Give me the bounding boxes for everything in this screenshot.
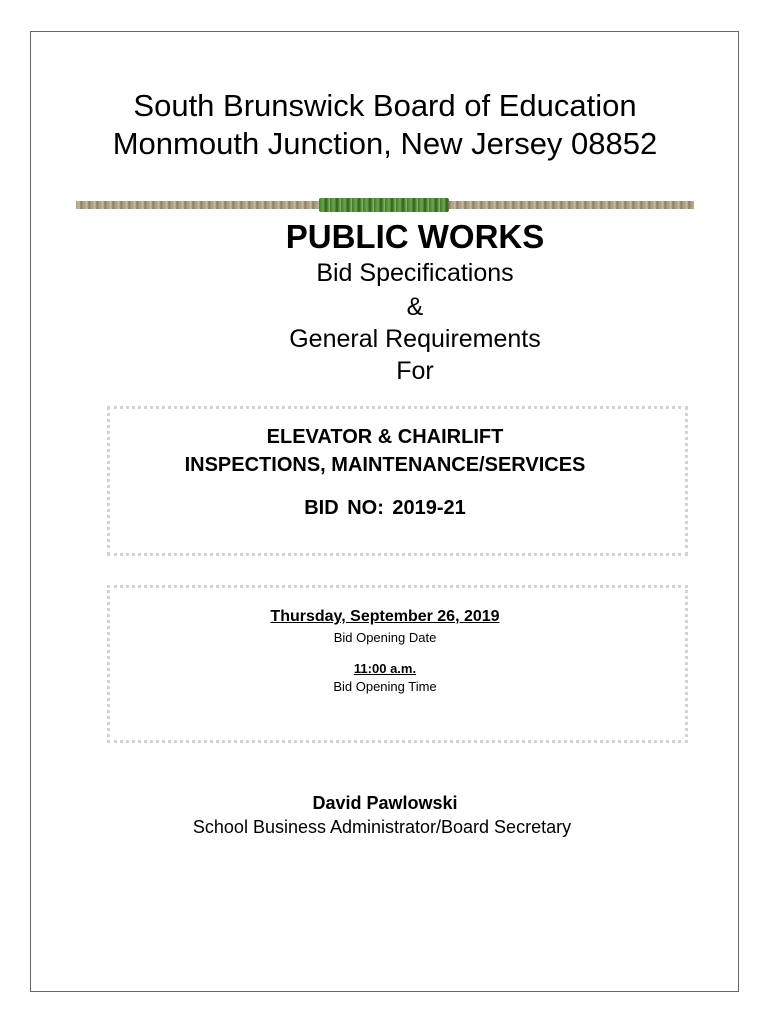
document-title: PUBLIC WORKS [285, 218, 545, 255]
signatory-title: School Business Administrator/Board Secretary [192, 817, 572, 837]
divider-leaf-accent [319, 198, 449, 212]
subtitle-line-2: & [406, 293, 424, 321]
bid-number: BID NO: 2019-21 [304, 497, 466, 519]
subtitle-line-4: For [396, 357, 434, 385]
subtitle-line-1: Bid Specifications [316, 259, 514, 287]
bid-opening-date [0, 608, 770, 626]
bid-opening-date-value: Thursday, September 26, 2019 [270, 608, 500, 625]
bid-subject-line-2: INSPECTIONS, MAINTENANCE/SERVICES [184, 454, 586, 476]
organization-location: Monmouth Junction, New Jersey 08852 [112, 126, 658, 161]
organization-name: South Brunswick Board of Education [133, 88, 637, 123]
bid-opening-time: 11:00 a.m. [353, 661, 417, 676]
bid-subject-line-1: ELEVATOR & CHAIRLIFT [266, 426, 504, 448]
subtitle-line-3: General Requirements [289, 325, 541, 353]
signatory-name: David Pawlowski [312, 793, 458, 813]
bid-opening-date-label: Bid Opening Date [333, 630, 437, 645]
bid-opening-time-label: Bid Opening Time [333, 679, 437, 694]
